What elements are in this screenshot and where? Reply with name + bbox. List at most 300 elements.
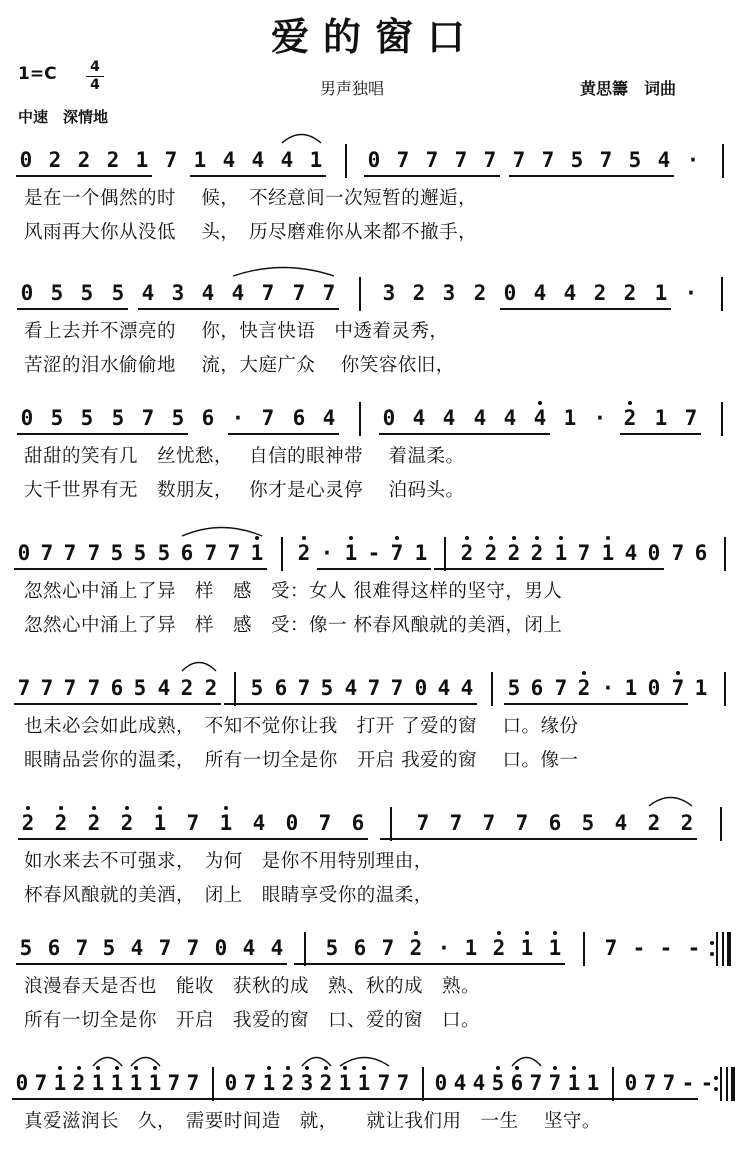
note: 4 xyxy=(251,148,265,172)
tie-slur xyxy=(181,523,263,537)
note: 5 xyxy=(80,406,94,430)
note: 2 xyxy=(412,281,426,305)
tie-slur xyxy=(339,1053,390,1067)
note: 2 xyxy=(623,406,637,430)
note: 7 xyxy=(186,1071,200,1095)
note: 7 xyxy=(599,148,613,172)
note: 5 xyxy=(320,676,334,700)
barline xyxy=(212,1067,214,1101)
note: 0 xyxy=(285,811,299,835)
note: 4 xyxy=(412,406,426,430)
note: 7 xyxy=(40,676,54,700)
octave-dot xyxy=(26,806,30,810)
note: 1 xyxy=(624,676,638,700)
octave-dot xyxy=(92,806,96,810)
barline xyxy=(724,672,726,706)
note: 7 xyxy=(541,148,555,172)
tie-slur xyxy=(232,263,335,277)
note: 1 xyxy=(135,148,149,172)
note: 5 xyxy=(80,281,94,305)
note: 7 xyxy=(454,148,468,172)
octave-dot xyxy=(559,536,563,540)
note: 4 xyxy=(533,281,547,305)
note: 7 xyxy=(381,936,395,960)
note: 6 xyxy=(47,936,61,960)
note: 0 xyxy=(20,406,34,430)
lyric-line: 忽然心中涌上了异 样 感 受：女人 很难得这样的坚守，男人 xyxy=(24,581,563,602)
note: · xyxy=(601,676,615,700)
beam-underline xyxy=(14,703,221,705)
note: 7 xyxy=(416,811,430,835)
note: 2 xyxy=(460,541,474,565)
note: 7 xyxy=(227,541,241,565)
note: 7 xyxy=(554,676,568,700)
note: 6 xyxy=(548,811,562,835)
note: 7 xyxy=(17,676,31,700)
barline xyxy=(721,402,723,436)
note: 7 xyxy=(40,541,54,565)
note: 5 xyxy=(628,148,642,172)
barline xyxy=(722,144,724,178)
beam-underline xyxy=(190,175,326,177)
note: 1 xyxy=(567,1071,581,1095)
note: - xyxy=(659,936,673,960)
note: · xyxy=(686,148,700,172)
lyric-line: 苦涩的泪水偷偷地 流，大庭广众 你笑容依旧， xyxy=(24,355,455,376)
octave-dot xyxy=(158,806,162,810)
note: · xyxy=(684,281,698,305)
beam-underline xyxy=(17,433,188,435)
note: 1 xyxy=(563,406,577,430)
note: 4 xyxy=(657,148,671,172)
octave-dot xyxy=(349,536,353,540)
voice-type: 男声独唱 xyxy=(320,79,385,98)
octave-dot xyxy=(582,671,586,675)
note: 3 xyxy=(300,1071,314,1095)
note: 7 xyxy=(662,1071,676,1095)
note: 7 xyxy=(643,1071,657,1095)
note: 4 xyxy=(222,148,236,172)
note: 1 xyxy=(219,811,233,835)
note: 2 xyxy=(204,676,218,700)
note: 4 xyxy=(614,811,628,835)
note: 0 xyxy=(17,541,31,565)
note: 6 xyxy=(351,811,365,835)
repeat-dot xyxy=(710,941,714,945)
note: 4 xyxy=(473,406,487,430)
note: 5 xyxy=(133,676,147,700)
tie-slur xyxy=(281,130,322,144)
note: 4 xyxy=(563,281,577,305)
octave-dot xyxy=(414,931,418,935)
note: 5 xyxy=(570,148,584,172)
note: 2 xyxy=(120,811,134,835)
note: 7 xyxy=(483,148,497,172)
note: 7 xyxy=(297,676,311,700)
note: 4 xyxy=(270,936,284,960)
beam-underline xyxy=(434,568,664,570)
note: 2 xyxy=(87,811,101,835)
barline xyxy=(359,277,361,311)
note: 1 xyxy=(586,1071,600,1095)
note: 0 xyxy=(224,1071,238,1095)
note: 7 xyxy=(261,406,275,430)
lyric-line: 如水来去不可强求， 为何 是你不用特别理由， xyxy=(24,851,433,872)
note: 7 xyxy=(671,676,685,700)
beam-underline xyxy=(18,838,368,840)
note: 4 xyxy=(460,676,474,700)
note: · xyxy=(320,541,334,565)
note: 7 xyxy=(164,148,178,172)
note: 1 xyxy=(129,1071,143,1095)
note: 5 xyxy=(19,936,33,960)
note: 2 xyxy=(680,811,694,835)
barline xyxy=(234,672,236,706)
note: 7 xyxy=(367,676,381,700)
final-barline xyxy=(720,1067,722,1101)
note: 0 xyxy=(367,148,381,172)
note: 7 xyxy=(87,541,101,565)
note: 2 xyxy=(577,676,591,700)
note: 7 xyxy=(671,541,685,565)
barline xyxy=(422,1067,424,1101)
note: 1 xyxy=(338,1071,352,1095)
note: 2 xyxy=(530,541,544,565)
barline xyxy=(304,932,306,966)
note: - xyxy=(367,541,381,565)
note: 1 xyxy=(357,1071,371,1095)
octave-dot xyxy=(525,931,529,935)
note: 5 xyxy=(102,936,116,960)
beam-underline xyxy=(364,175,500,177)
notation-line xyxy=(12,668,736,712)
final-barline xyxy=(716,932,718,966)
octave-dot xyxy=(628,401,632,405)
note: 1 xyxy=(53,1071,67,1095)
key-signature: 1=C xyxy=(18,64,57,84)
note: 0 xyxy=(624,1071,638,1095)
note: 7 xyxy=(390,676,404,700)
meter-top: 4 xyxy=(90,59,100,75)
note: 7 xyxy=(204,541,218,565)
tie-slur xyxy=(648,793,693,807)
note: 6 xyxy=(530,676,544,700)
note: 2 xyxy=(180,676,194,700)
beam-underline xyxy=(228,433,339,435)
beam-underline xyxy=(138,308,339,310)
note: 5 xyxy=(325,936,339,960)
note: 2 xyxy=(409,936,423,960)
beam-underline xyxy=(224,703,477,705)
beam-underline xyxy=(504,703,688,705)
note: 7 xyxy=(449,811,463,835)
repeat-dot xyxy=(710,952,714,956)
lyric-line: 也未必会如此成熟， 不知不觉你让我 打开 了爱的窗 口。缘份 xyxy=(24,716,579,737)
note: - xyxy=(632,936,646,960)
note: 1 xyxy=(193,148,207,172)
notation-line xyxy=(12,398,736,442)
note: 4 xyxy=(344,676,358,700)
note: 7 xyxy=(261,281,275,305)
note: 2 xyxy=(281,1071,295,1095)
note: 0 xyxy=(647,541,661,565)
note: 3 xyxy=(382,281,396,305)
note: 2 xyxy=(319,1071,333,1095)
note: 0 xyxy=(434,1071,448,1095)
note: 4 xyxy=(231,281,245,305)
note: 2 xyxy=(492,936,506,960)
tie-slur xyxy=(301,1053,332,1067)
note: 2 xyxy=(507,541,521,565)
song-title: 爱的窗口 xyxy=(270,14,479,59)
note: 7 xyxy=(684,406,698,430)
note: 3 xyxy=(442,281,456,305)
note: 5 xyxy=(581,811,595,835)
octave-dot xyxy=(512,536,516,540)
note: 7 xyxy=(529,1071,543,1095)
note: 0 xyxy=(19,148,33,172)
note: 0 xyxy=(503,281,517,305)
beam-underline xyxy=(294,963,565,965)
octave-dot xyxy=(606,536,610,540)
final-barline xyxy=(731,1067,735,1101)
note: 7 xyxy=(390,541,404,565)
octave-dot xyxy=(538,401,542,405)
note: 6 xyxy=(694,541,708,565)
octave-dot xyxy=(286,1066,290,1070)
note: 1 xyxy=(654,406,668,430)
note: 1 xyxy=(250,541,264,565)
note: 4 xyxy=(141,281,155,305)
note: 6 xyxy=(110,676,124,700)
note: 7 xyxy=(63,676,77,700)
note: 1 xyxy=(262,1071,276,1095)
note: · xyxy=(593,406,607,430)
note: 0 xyxy=(382,406,396,430)
note: 6 xyxy=(292,406,306,430)
note: 1 xyxy=(309,148,323,172)
note: 0 xyxy=(414,676,428,700)
beam-underline xyxy=(380,838,697,840)
notation-line xyxy=(12,1063,736,1107)
note: 7 xyxy=(186,811,200,835)
lyric-line: 风雨再大你从没低 头， 历尽磨难你从来都不撤手， xyxy=(24,222,478,243)
barline xyxy=(444,537,446,571)
beam-underline xyxy=(16,963,287,965)
octave-dot xyxy=(497,931,501,935)
note: · xyxy=(231,406,245,430)
note: 2 xyxy=(21,811,35,835)
beam-underline xyxy=(509,175,674,177)
note: 5 xyxy=(171,406,185,430)
barline xyxy=(721,277,723,311)
note: - xyxy=(681,1071,695,1095)
notation-line xyxy=(12,140,736,184)
note: 6 xyxy=(510,1071,524,1095)
barline xyxy=(345,144,347,178)
tie-slur xyxy=(181,658,217,672)
note: 4 xyxy=(280,148,294,172)
note: 2 xyxy=(77,148,91,172)
octave-dot xyxy=(676,671,680,675)
lyric-line: 浪漫春天是否也 能收 获秋的成 熟、秋的成 熟。 xyxy=(24,976,481,997)
note: 5 xyxy=(50,281,64,305)
note: 4 xyxy=(442,406,456,430)
note: 7 xyxy=(396,1071,410,1095)
notation-line xyxy=(12,928,736,972)
meter-bottom: 4 xyxy=(90,77,100,93)
note: 7 xyxy=(243,1071,257,1095)
octave-dot xyxy=(302,536,306,540)
note: 7 xyxy=(322,281,336,305)
note: 7 xyxy=(63,541,77,565)
note: 2 xyxy=(72,1071,86,1095)
octave-dot xyxy=(267,1066,271,1070)
note: 4 xyxy=(624,541,638,565)
note: 1 xyxy=(91,1071,105,1095)
note: 7 xyxy=(515,811,529,835)
note: 5 xyxy=(111,281,125,305)
note: 1 xyxy=(520,936,534,960)
note: 2 xyxy=(297,541,311,565)
note: 7 xyxy=(292,281,306,305)
note: 2 xyxy=(54,811,68,835)
note: 6 xyxy=(201,406,215,430)
beam-underline xyxy=(12,1098,203,1100)
note: · xyxy=(437,936,451,960)
tempo-marking: 中速 深情地 xyxy=(18,108,109,126)
octave-dot xyxy=(465,536,469,540)
final-barline xyxy=(726,1067,728,1101)
note: 4 xyxy=(322,406,336,430)
note: 5 xyxy=(507,676,521,700)
beam-underline xyxy=(500,308,671,310)
note: 7 xyxy=(548,1071,562,1095)
barline xyxy=(724,537,726,571)
note: 2 xyxy=(106,148,120,172)
note: 7 xyxy=(577,541,591,565)
note: 7 xyxy=(318,811,332,835)
barline xyxy=(359,402,361,436)
note: 4 xyxy=(437,676,451,700)
beam-underline xyxy=(583,1098,698,1100)
octave-dot xyxy=(77,1066,81,1070)
author-credit: 黄思籌 词曲 xyxy=(580,79,677,98)
note: 6 xyxy=(180,541,194,565)
note: 2 xyxy=(593,281,607,305)
lyric-line: 是在一个偶然的时 候， 不经意间一次短暂的邂逅， xyxy=(24,188,478,209)
note: 1 xyxy=(148,1071,162,1095)
note: 4 xyxy=(453,1071,467,1095)
note: 7 xyxy=(425,148,439,172)
barline xyxy=(583,932,585,966)
notation-line xyxy=(12,273,736,317)
note: - xyxy=(687,936,701,960)
beam-underline xyxy=(202,1098,394,1100)
note: 7 xyxy=(396,148,410,172)
note: 7 xyxy=(604,936,618,960)
note: 0 xyxy=(647,676,661,700)
note: 4 xyxy=(533,406,547,430)
note: 5 xyxy=(111,406,125,430)
note: 0 xyxy=(15,1071,29,1095)
octave-dot xyxy=(489,536,493,540)
lyric-line: 所有一切全是你 开启 我爱的窗 口、爱的窗 口。 xyxy=(24,1010,481,1031)
note: 2 xyxy=(623,281,637,305)
barline xyxy=(390,807,392,841)
note: 0 xyxy=(214,936,228,960)
octave-dot xyxy=(496,1066,500,1070)
octave-dot xyxy=(395,536,399,540)
final-barline xyxy=(727,932,731,966)
beam-underline xyxy=(14,568,267,570)
final-barline xyxy=(722,932,724,966)
note: 1 xyxy=(654,281,668,305)
note: 4 xyxy=(252,811,266,835)
note: 7 xyxy=(482,811,496,835)
note: 5 xyxy=(50,406,64,430)
beam-underline xyxy=(317,568,431,570)
tie-slur xyxy=(511,1053,542,1067)
octave-dot xyxy=(224,806,228,810)
note: 4 xyxy=(472,1071,486,1095)
note: 7 xyxy=(158,936,172,960)
note: 1 xyxy=(548,936,562,960)
octave-dot xyxy=(553,931,557,935)
note: 7 xyxy=(167,1071,181,1095)
note: 4 xyxy=(130,936,144,960)
lyric-line: 真爱滋润长 久， 需要时间造 就， 就让我们用 一生 坚守。 xyxy=(24,1111,601,1132)
note: 7 xyxy=(141,406,155,430)
octave-dot xyxy=(572,1066,576,1070)
barline xyxy=(612,1067,614,1101)
note: 4 xyxy=(201,281,215,305)
repeat-dot xyxy=(714,1087,718,1091)
note: 6 xyxy=(353,936,367,960)
note: 6 xyxy=(274,676,288,700)
beam-underline xyxy=(16,175,152,177)
note: 1 xyxy=(153,811,167,835)
note: 5 xyxy=(250,676,264,700)
note: 2 xyxy=(48,148,62,172)
note: 2 xyxy=(647,811,661,835)
beam-underline xyxy=(17,308,128,310)
octave-dot xyxy=(553,1066,557,1070)
repeat-dot xyxy=(714,1076,718,1080)
tie-slur xyxy=(92,1053,123,1067)
note: 5 xyxy=(157,541,171,565)
note: 5 xyxy=(110,541,124,565)
note: 4 xyxy=(157,676,171,700)
time-signature xyxy=(86,60,104,93)
lyric-line: 甜甜的笑有几 丝忧愁， 自信的眼神带 着温柔。 xyxy=(24,446,465,467)
lyric-line: 眼睛品尝你的温柔， 所有一切全是你 开启 我爱的窗 口。像一 xyxy=(24,750,579,771)
barline xyxy=(720,807,722,841)
note: 1 xyxy=(414,541,428,565)
beam-underline xyxy=(620,433,701,435)
barline xyxy=(491,672,493,706)
octave-dot xyxy=(59,806,63,810)
note: 1 xyxy=(344,541,358,565)
note: 7 xyxy=(34,1071,48,1095)
notation-line xyxy=(12,533,736,577)
lyric-line: 忽然心中涌上了异 样 感 受：像一 杯春风酿就的美酒，闭上 xyxy=(24,615,563,636)
notation-line xyxy=(12,803,736,847)
lyric-line: 大千世界有无 数朋友， 你才是心灵停 泊码头。 xyxy=(24,480,465,501)
note: 1 xyxy=(464,936,478,960)
note: 7 xyxy=(512,148,526,172)
note: 3 xyxy=(171,281,185,305)
